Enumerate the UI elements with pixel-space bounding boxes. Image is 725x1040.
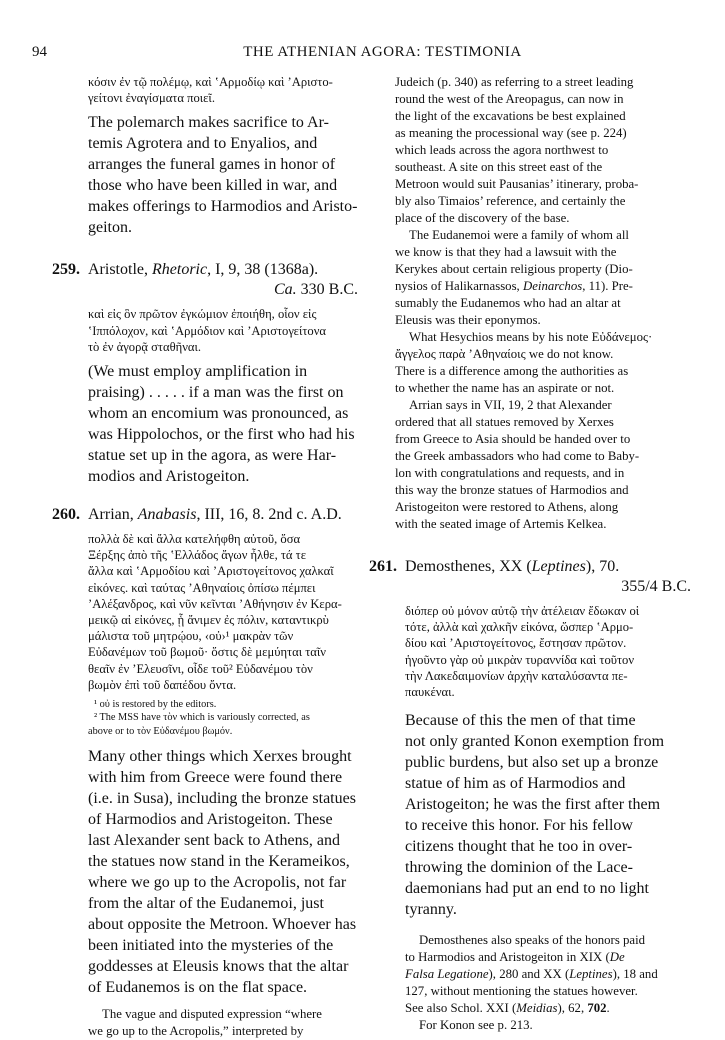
source-author: Arrian,: [88, 506, 138, 524]
greek-line: ʽΙππόλοχον, καὶ ʽΑρμόδιον καὶ ʼΑριστογείτονα: [88, 323, 327, 338]
commentary: [369, 932, 691, 1034]
translation-line: makes offerings to Harmodios and Aristo-: [88, 198, 358, 216]
greek-text: [36, 306, 358, 355]
translation-line: of Eudanemos is on the flat space.: [88, 979, 308, 997]
commentary-line: The vague and disputed expression “where: [102, 1007, 322, 1022]
commentary-text: , 11). Pre-: [582, 279, 633, 293]
source-ref: ), 70.: [585, 558, 620, 575]
commentary-line: southeast. A site on this street east of the: [395, 160, 603, 174]
greek-line: μάλιστα τοῦ μητρῴου, ‹οὐ›¹ μακρὰν τῶν: [88, 629, 294, 644]
commentary-line: to whether the name has an aspirate or not.: [395, 381, 615, 395]
translation-line: statue of him as of Harmodios and: [405, 775, 626, 793]
translation-line: The polemarch makes sacrifice to Ar-: [88, 114, 329, 132]
greek-line: Εὐδανέμων τοῦ βωμοῦ· ὅστις δὲ μεμύηται ταῖν: [88, 645, 326, 660]
greek-line: ἡγοῦντο γὰρ οὐ μικρὰν τυραννίδα καὶ τοῦτον: [405, 652, 635, 667]
commentary-line: bly also Timaios’ reference, and certainly the: [395, 194, 626, 208]
commentary-line: Arrian says in VII, 19, 2 that Alexander: [409, 398, 612, 412]
commentary-line: with the seated image of Artemis Kelkea.: [395, 517, 607, 531]
translation-line: of Harmodios and Aristogeiton. These: [88, 811, 333, 829]
translation-line: not only granted Konon exemption from: [405, 733, 665, 751]
translation-line: praising) . . . . . if a man was the first on: [88, 384, 344, 402]
translation-continuation: [36, 112, 358, 238]
commentary-line: we know is that they had a lawsuit with the: [395, 245, 617, 259]
translation-line: statue set up in the agora, as were Har-: [88, 447, 337, 465]
greek-line: θεαῖν ἐν ʼΕλευσῖνι, οἶδε τοῦ² Εὐδανέμου τὸν: [88, 661, 313, 676]
commentary-text: ), 280 and XX (: [488, 967, 570, 982]
commentary-line: What Hesychios means by his note Εὐδάνεμος·: [409, 330, 653, 344]
translation-line: modios and Aristogeiton.: [88, 468, 250, 486]
footnotes: [36, 698, 358, 738]
greek-text: [36, 531, 358, 693]
greek-line: παυκέναι.: [405, 685, 455, 700]
translation-line: (We must employ amplification in: [88, 363, 308, 381]
entry-source: [36, 506, 342, 523]
commentary-line: Metroon would suit Pausanias’ itinerary, proba-: [395, 177, 639, 191]
greek-line: διόπερ οὐ μόνον αὐτῷ τὴν ἀτέλειαν ἔδωκαν οἱ: [405, 604, 640, 618]
translation-line: was Hippolochos, or the first who had his: [88, 426, 355, 444]
commentary-line: [395, 278, 691, 295]
greek-line: τὸ ἐν ἀγορᾷ σταθῆναι.: [88, 339, 202, 354]
commentary-text: to Harmodios and Aristogeiton in XIX (: [405, 950, 610, 965]
translation-line: the statues now stand in the Kerameikos,: [88, 853, 350, 871]
date-circa: Ca.: [273, 281, 297, 299]
translation-line: tyranny.: [405, 901, 457, 919]
translation-line: been initiated into the mysteries of the: [88, 937, 334, 955]
commentary-line: we go up to the Acropolis,” interpreted by: [88, 1024, 304, 1039]
work-title: De: [609, 950, 625, 965]
page-number: 94: [32, 44, 47, 60]
translation: [36, 746, 358, 998]
running-title: THE ATHENIAN AGORA: TESTIMONIA: [243, 44, 522, 60]
greek-line: τότε, ἀλλὰ καὶ χαλκῆν εἰκόνα, ὥσπερ ʽΑρμο-: [405, 620, 634, 635]
translation-line: to receive this honor. For his fellow: [405, 817, 633, 835]
translation-line: about opposite the Metroon. Whoever has: [88, 916, 357, 934]
translation-line: where we go up to the Acropolis, not far: [88, 874, 347, 892]
translation-line: last Alexander sent back to Athens, and: [88, 832, 340, 850]
greek-text: [369, 603, 691, 700]
entry-date: [36, 280, 358, 300]
commentary-line: as meaning the processional way (see p. 224): [395, 126, 627, 140]
commentary-continued: [369, 74, 691, 533]
commentary-line: [405, 949, 691, 966]
translation-line: goddesses at Eleusis knows that the altar: [88, 958, 349, 976]
date-value: 330 B.C.: [296, 281, 358, 299]
commentary-line: 127, without mentioning the statues however.: [405, 984, 638, 999]
translation-line: geiton.: [88, 219, 132, 237]
translation-line: Many other things which Xerxes brought: [88, 748, 352, 766]
commentary-line: which leads across the agora northwest to: [395, 143, 609, 157]
commentary-line: There is a difference among the authorities as: [395, 364, 629, 378]
commentary-line: ordered that all statues removed by Xerxes: [395, 415, 614, 429]
commentary-line: [405, 1000, 691, 1017]
greek-line: εἰκόνες. καὶ ταύτας ʼΑθηναίοις ὀπίσω πέμπει: [88, 580, 316, 595]
commentary-line: ἄγγελος παρὰ ʼΑθηναίοις we do not know.: [395, 347, 614, 361]
commentary-line: lon with congratulations and requests, and in: [395, 466, 625, 480]
source-ref: , I, 9, 38 (1368a).: [207, 261, 319, 279]
greek-line: δίου καὶ ʼΑριστογείτονος, ἔστησαν πρῶτον.: [405, 636, 627, 651]
greek-line: γείτονι ἐναγίσματα ποιεῖ.: [88, 91, 215, 106]
commentary-line: Aristogeiton were restored to Athens, along: [395, 500, 619, 514]
greek-continuation: [36, 74, 358, 106]
greek-line: Ξέρξης ἀπὸ τῆς ʽΕλλάδος ἄγων ἦλθε, τά τε: [88, 548, 307, 563]
translation-line: from the altar of the Eudanemoi, just: [88, 895, 324, 913]
commentary-line: from Greece to Asia should be handed over to: [395, 432, 631, 446]
entry-heading: [36, 505, 358, 525]
source-title: Leptines: [531, 558, 586, 575]
translation-line: public burdens, but also set up a bronze: [405, 754, 659, 772]
work-title: Falsa Legatione: [405, 967, 489, 982]
left-column: [36, 74, 358, 1040]
translation-line: whom an encomium was pronounced, as: [88, 405, 349, 423]
commentary-line: place of the discovery of the base.: [395, 211, 570, 225]
greek-line: ἄλλα καὶ ʽΑρμοδίου καὶ ʼΑριστογείτονος χαλκαῖ: [88, 564, 334, 579]
commentary-line: The Eudanemoi were a family of whom all: [409, 228, 629, 242]
greek-line: πολλὰ δὲ καὶ ἄλλα κατελήφθη αὐτοῦ, ὅσα: [88, 532, 301, 547]
source-ref: , III, 16, 8. 2nd c. A.D.: [196, 506, 342, 524]
work-title: Leptines: [569, 967, 613, 982]
translation-line: throwing the dominion of the Lace-: [405, 859, 633, 877]
commentary-line: Judeich (p. 340) as referring to a street leading: [395, 75, 634, 89]
running-header: [28, 44, 697, 64]
entry-heading: [369, 557, 691, 577]
footnote: above or to τὸν Εὐδανέμου βωμόν.: [88, 725, 233, 737]
commentary-text: .: [606, 1001, 610, 1016]
entry-261: [369, 557, 691, 1034]
commentary-line: round the west of the Areopagus, can now in: [395, 92, 624, 106]
source-author: Aristotle,: [88, 261, 152, 279]
source-author: Demosthenes, XX (: [405, 558, 532, 575]
reference-number: 702: [587, 1001, 607, 1016]
commentary-text: nysios of Halikarnassos,: [395, 279, 523, 293]
entry-number: 259.: [52, 261, 80, 279]
footnote: ¹ οὐ is restored by the editors.: [94, 699, 217, 711]
commentary-line: sumably the Eudanemos who had an altar at: [395, 296, 621, 310]
commentary-line: Demosthenes also speaks of the honors paid: [419, 933, 646, 948]
entry-date: 355/4 B.C.: [621, 578, 691, 595]
entry-heading: [36, 260, 358, 280]
commentary-line: the light of the excavations be best explained: [395, 109, 626, 123]
source-title: Anabasis: [137, 506, 197, 524]
entry-number: 260.: [52, 506, 80, 524]
greek-line: μεικῷ αἱ εἰκόνες, ᾗ ἄνιμεν ἐς πόλιν, καταντικρὺ: [88, 613, 329, 628]
translation: [369, 710, 691, 920]
greek-line: κόσιν ἐν τῷ πολέμῳ, καὶ ʽΑρμοδίῳ καὶ ʼΑριστο-: [88, 75, 333, 89]
commentary-line: [405, 966, 691, 983]
work-title: Meidias: [516, 1001, 558, 1016]
right-column: [369, 74, 691, 1034]
translation: [36, 361, 358, 487]
entry-260: [36, 505, 358, 1040]
translation-line: those who have been killed in war, and: [88, 177, 338, 195]
work-title: Deinarchos: [522, 279, 583, 293]
footnote: ² The MSS have τὸν which is variously corrected, as: [94, 712, 310, 724]
entry-source: [369, 558, 619, 575]
commentary-text: ), 18 and: [612, 967, 658, 982]
greek-line: καὶ εἰς ὃν πρῶτον ἐγκώμιον ἐποιήθη, οἷον εἰς: [88, 307, 317, 322]
entry-number: 261.: [369, 558, 397, 575]
translation-line: arranges the funeral games in honor of: [88, 156, 336, 174]
translation-line: Aristogeiton; he was the first after them: [405, 796, 661, 814]
greek-line: τὴν Λακεδαιμονίων ἀρχὴν καταλύσαντα πε-: [405, 668, 628, 683]
translation-line: temis Agrotera and to Enyalios, and: [88, 135, 318, 153]
commentary-line: the Greek ambassadors who had come to Baby-: [395, 449, 640, 463]
commentary-line: Eleusis was their eponymos.: [395, 313, 541, 327]
greek-line: ʼΑλέξανδρος, καὶ νῦν κεῖνται ʼΑθήνησιν ἐν Κερα-: [88, 596, 342, 611]
translation-line: Because of this the men of that time: [405, 712, 636, 730]
commentary-line: this way the bronze statues of Harmodios and: [395, 483, 629, 497]
source-title: Rhetoric: [152, 261, 208, 279]
commentary-line: Kerykes about certain religious property (Dio-: [395, 262, 633, 276]
translation-line: with him from Greece were found there: [88, 769, 343, 787]
commentary-line: For Konon see p. 213.: [419, 1018, 533, 1033]
commentary-text: See also Schol. XXI (: [405, 1001, 517, 1016]
translation-line: citizens thought that he too in over-: [405, 838, 633, 856]
commentary: [36, 1006, 358, 1040]
translation-line: daemonians had put an end to no light: [405, 880, 649, 898]
commentary-text: ), 62,: [557, 1001, 588, 1016]
greek-line: βωμὸν ἐπὶ τοῦ δαπέδου ὄντα.: [88, 677, 237, 692]
entry-259: [36, 260, 358, 487]
translation-line: (i.e. in Susa), including the bronze statues: [88, 790, 356, 808]
